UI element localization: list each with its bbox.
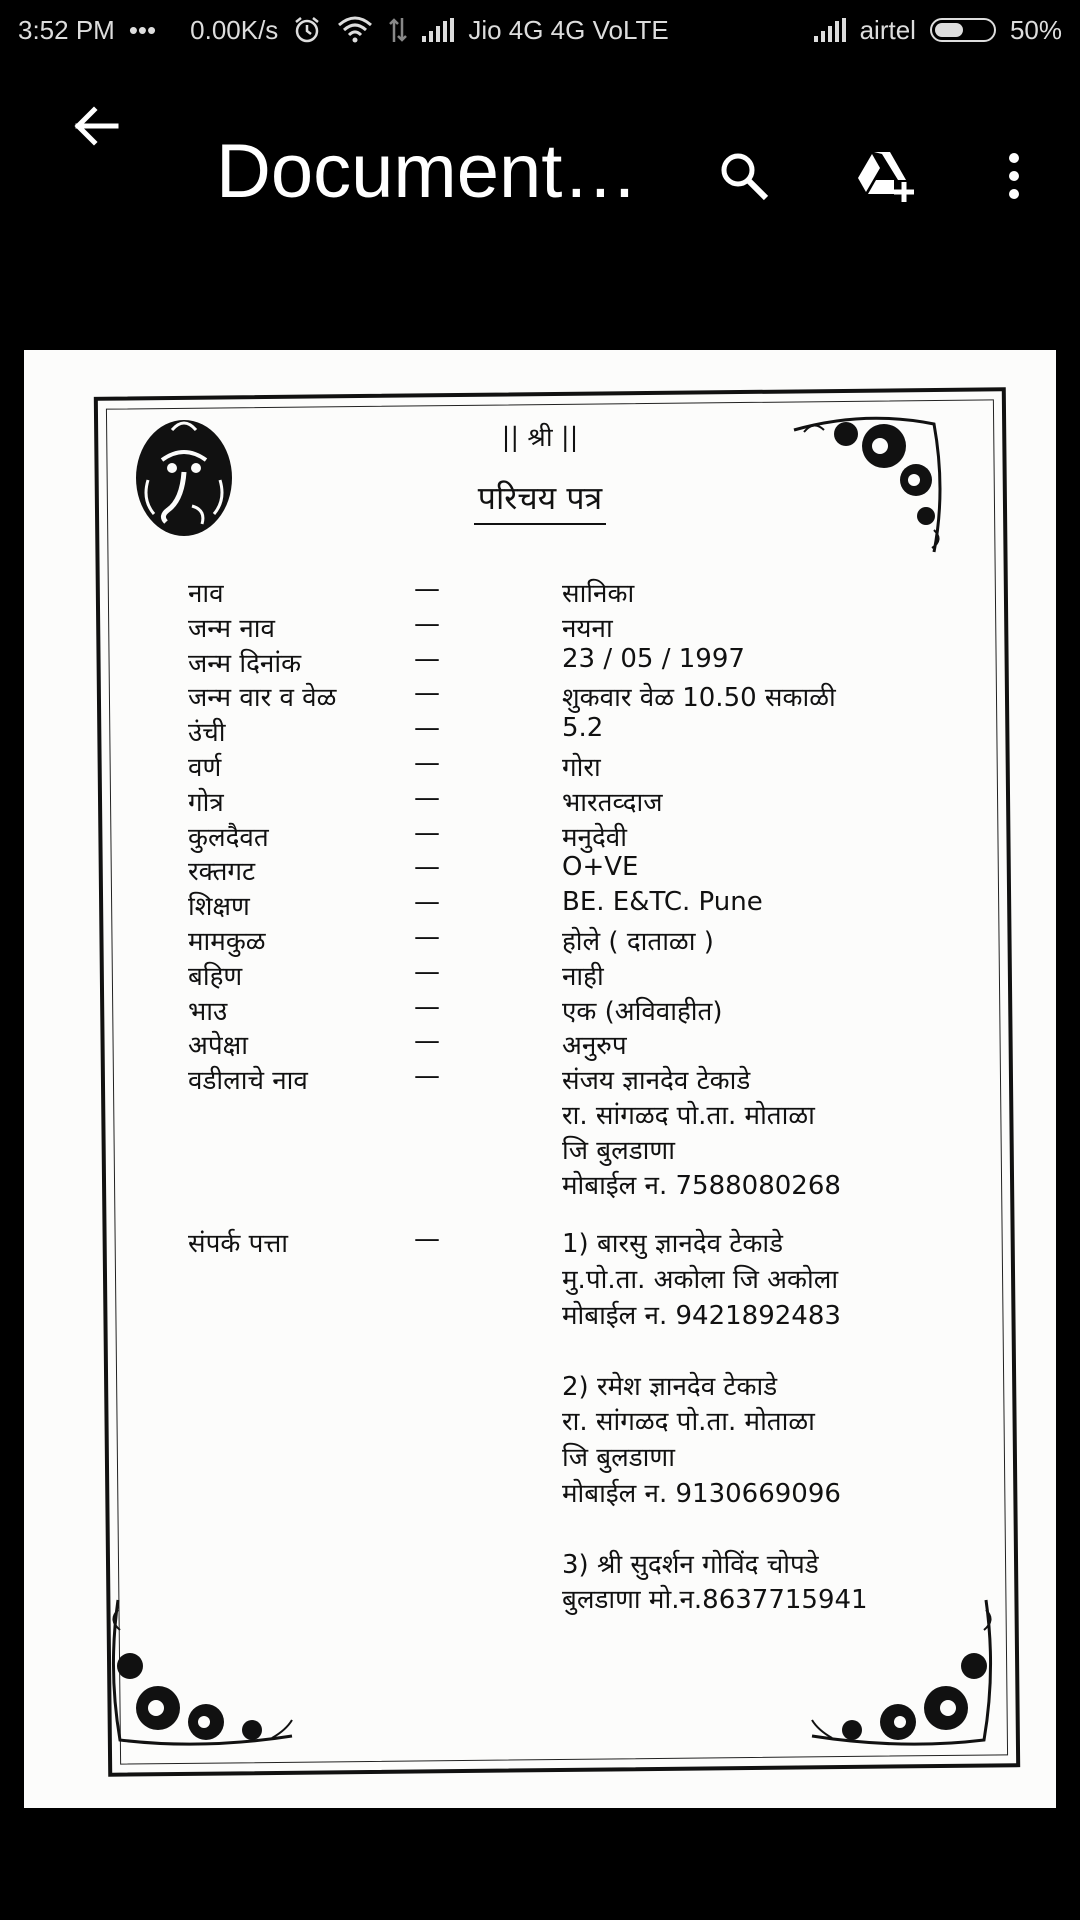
data-transfer-icon: [388, 16, 408, 44]
field-separator: —: [414, 1224, 440, 1255]
field-separator: —: [414, 678, 440, 709]
status-bar: [0, 0, 1080, 60]
field-value: सानिका: [562, 579, 635, 609]
field-separator: —: [414, 782, 440, 813]
field-value: शुकवार वेळ 10.50 सकाळी: [562, 683, 836, 714]
field-value: मनुदेवी: [562, 822, 627, 853]
field-value-line: मोबाईल न. 9421892483: [562, 1301, 841, 1331]
field-separator: —: [414, 817, 440, 848]
field-value: भारतव्दाज: [562, 787, 663, 818]
field-separator: —: [414, 922, 440, 952]
field-value-line: जि बुलडाणा: [562, 1443, 675, 1474]
field-value-line: मु.पो.ता. अकोला जि अकोला: [562, 1265, 839, 1296]
network-speed: 0.00K/s: [190, 14, 279, 45]
field-value-line: मोबाईल न. 7588080268: [562, 1170, 841, 1201]
field-value: गोरा: [562, 753, 601, 783]
field-value: 23 / 05 / 1997: [562, 643, 745, 674]
arrow-left-icon: [70, 100, 122, 152]
field-label: वडीलाचे नाव: [188, 1066, 308, 1097]
field-label: जन्म वार व वेळ: [188, 683, 337, 714]
field-separator: —: [414, 574, 440, 604]
more-vert-icon: [1004, 148, 1024, 204]
field-separator: —: [414, 1061, 440, 1092]
heading-text: परिचय पत्र: [474, 479, 606, 525]
back-button[interactable]: [60, 90, 132, 162]
field-separator: —: [414, 608, 440, 639]
carrier-sim2: airtel: [859, 14, 916, 45]
status-dots: •••: [128, 14, 157, 45]
document-title: Document…: [216, 129, 639, 214]
field-label: संपर्क पत्ता: [188, 1229, 289, 1260]
battery-percent: 50%: [1009, 14, 1062, 45]
field-separator: —: [414, 887, 440, 918]
status-time: 3:52 PM: [18, 14, 115, 45]
field-label: भाउ: [188, 996, 228, 1027]
save-to-drive-button[interactable]: [846, 136, 926, 216]
field-separator: —: [414, 991, 440, 1022]
more-options-button[interactable]: [984, 136, 1044, 216]
signal-icon-sim2: [814, 18, 846, 42]
field-separator: —: [414, 748, 440, 778]
field-value-line: रा. सांगळद पो.ता. मोताळा: [562, 1101, 815, 1131]
field-separator: —: [414, 1026, 440, 1057]
search-button[interactable]: [704, 136, 784, 216]
field-value: नयना: [562, 613, 613, 644]
document-content: [24, 350, 1056, 1808]
rose-corner-ornament-icon: [102, 1590, 302, 1750]
drive-add-icon: [854, 148, 918, 204]
field-value: नाही: [562, 961, 604, 992]
field-label: जन्म दिनांक: [188, 648, 302, 679]
wifi-icon: [336, 15, 374, 45]
document-heading: [24, 476, 1056, 519]
field-value-line: 1) बारसु ज्ञानदेव टेकाडे: [562, 1229, 784, 1260]
field-value: एक (अविवाहीत): [562, 996, 723, 1027]
field-label: उंची: [188, 718, 226, 749]
field-value: अनुरुप: [562, 1031, 627, 1062]
field-value-line: मोबाईल न. 9130669096: [562, 1479, 841, 1509]
field-label: गोत्र: [188, 787, 224, 818]
field-value: होले ( दाताळा ): [562, 927, 714, 957]
field-value: 5.2: [562, 713, 604, 744]
search-icon: [716, 148, 772, 204]
field-value-line: बुलडाणा मो.न.8637715941: [562, 1585, 868, 1616]
field-label: जन्म नाव: [188, 613, 275, 644]
app-bar: [0, 60, 1080, 230]
field-value-line: 3) श्री सुदर्शन गोविंद चोपडे: [562, 1549, 819, 1580]
field-value: O+VE: [562, 852, 639, 883]
document-page[interactable]: [24, 350, 1056, 1808]
field-value-line: संजय ज्ञानदेव टेकाडे: [562, 1066, 751, 1097]
carrier-sim1: Jio 4G 4G VoLTE: [468, 14, 669, 45]
field-value: BE. E&TC. Pune: [562, 887, 763, 918]
field-label: वर्ण: [188, 753, 222, 783]
field-label: मामकुळ: [188, 927, 266, 957]
field-label: कुलदैवत: [188, 822, 269, 853]
invocation-text: || श्री ||: [501, 423, 579, 453]
field-label: अपेक्षा: [188, 1031, 249, 1062]
field-value-line: रा. सांगळद पो.ता. मोताळा: [562, 1407, 815, 1438]
field-separator: —: [414, 643, 440, 674]
field-separator: —: [414, 852, 440, 883]
battery-icon: [930, 18, 996, 42]
field-separator: —: [414, 713, 440, 744]
field-value-line: 2) रमेश ज्ञानदेव टेकाडे: [562, 1371, 778, 1402]
alarm-icon: [292, 15, 322, 45]
field-label: रक्तगट: [188, 857, 256, 888]
signal-icon-sim1: [422, 18, 454, 42]
field-label: नाव: [188, 579, 224, 609]
field-value-line: जि बुलडाणा: [562, 1135, 675, 1166]
field-separator: —: [414, 956, 440, 987]
field-label: शिक्षण: [188, 892, 250, 923]
field-label: बहिण: [188, 961, 243, 992]
